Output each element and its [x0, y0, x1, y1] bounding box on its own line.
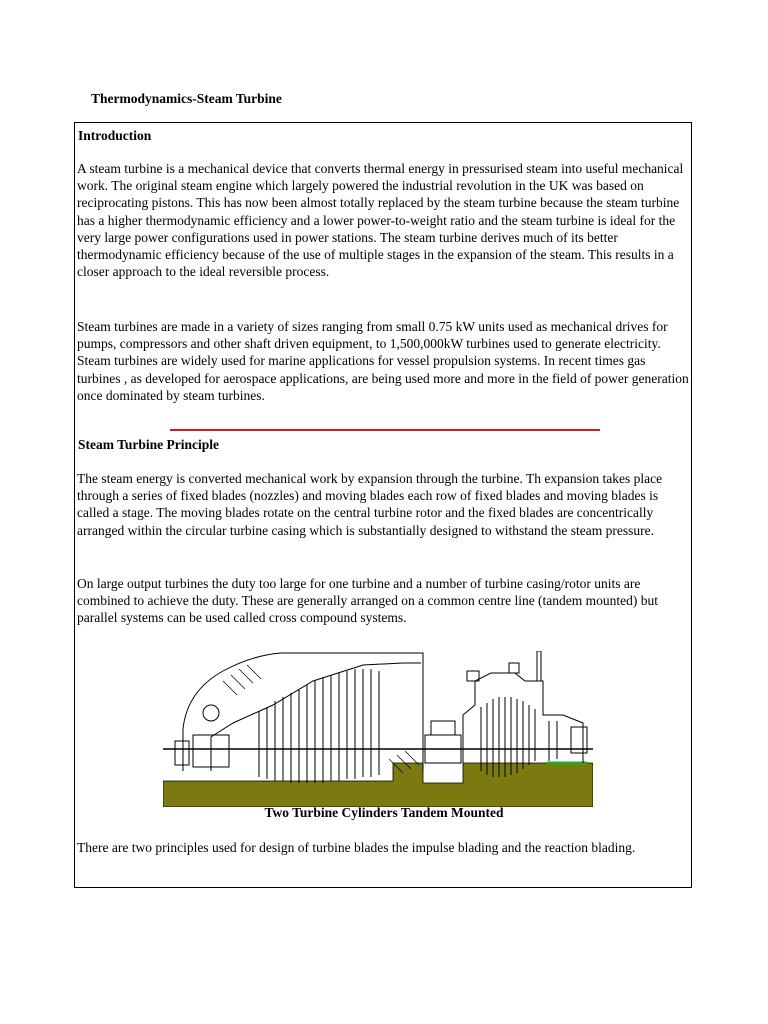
tandem-turbine-diagram	[163, 651, 593, 807]
introduction-paragraph-1: A steam turbine is a mechanical device that converts thermal energy in pressurised steam into useful mechanical work. The original steam engine which largely powered the industrial revolution in the UK was based on reciprocating pistons. This has now been almost totally replaced by the steam turbine because the steam turbine has a higher thermodynamic efficiency and a lower power-to-weight ratio and the steam turbine is ideal for the very large power configurations used in power stations. The steam turbine derives much of its better thermodynamic efficiency because of the use of multiple stages in the expansion of the steam. This results in a closer approach to the ideal reversible process.	[77, 161, 684, 280]
content-box	[74, 122, 692, 888]
principle-heading: Steam Turbine Principle	[78, 437, 220, 452]
principle-closing-paragraph: There are two principles used for design of turbine blades the impulse blading and the reaction blading.	[77, 840, 636, 855]
turbine-foundation	[163, 763, 593, 807]
lp-cylinder	[463, 651, 587, 763]
hp-blade-rows	[259, 669, 379, 783]
figure-caption: Two Turbine Cylinders Tandem Mounted	[264, 805, 504, 820]
principle-paragraph-2: On large output turbines the duty too large for one turbine and a number of turbine casing/rotor units are combined to achieve the duty. These are generally arranged on a common centre line (tandem mounted) but parallel systems can be used called cross compound systems.	[77, 576, 659, 626]
hp-casing-hatching	[223, 665, 419, 773]
document-title: Thermodynamics-Steam Turbine	[91, 91, 282, 106]
introduction-heading: Introduction	[78, 128, 152, 143]
introduction-paragraph-2: Steam turbines are made in a variety of sizes ranging from small 0.75 kW units used as mechanical drives for pumps, compressors and other shaft driven equipment, to 1,500,000kW turbines used to generate electricity. Steam turbines are widely used for marine applications for vessel propulsion systems. In recent times gas turbines , as developed for aerospace applications, are being used more and more in the field of power generation once dominated by steam turbines.	[77, 319, 689, 403]
coupling	[425, 721, 461, 763]
section-divider	[170, 429, 600, 431]
principle-paragraph-1: The steam energy is converted mechanical work by expansion through the turbine. Th expansion takes place through a series of fixed blades (nozzles) and moving blades each row of fixed blades and moving blades is called a stage. The moving blades rotate on the central turbine rotor and the fixed blades are concentrically arranged within the circular turbine casing which is substantially designed to withstand the steam pressure.	[77, 471, 663, 538]
